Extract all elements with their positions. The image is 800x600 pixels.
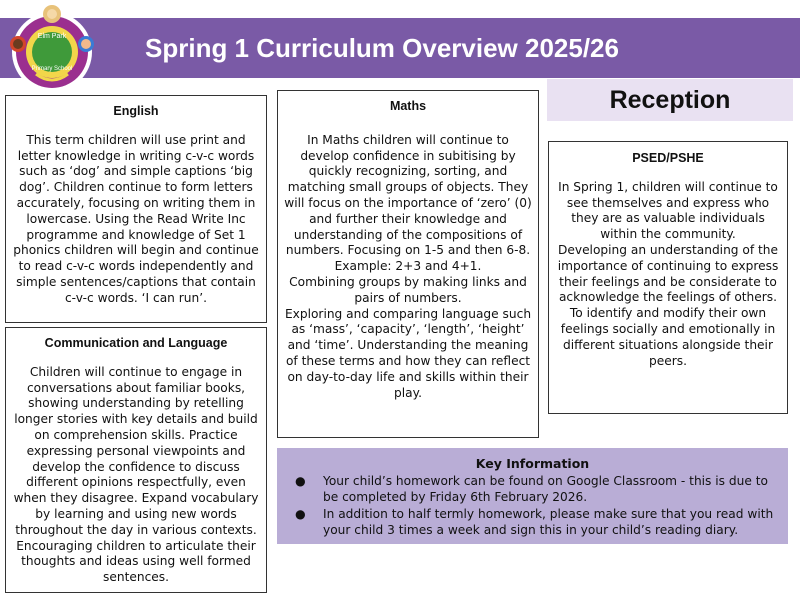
english-panel xyxy=(5,95,267,323)
year-group-label: Reception xyxy=(547,79,793,121)
key-information-title: Key Information xyxy=(475,456,590,471)
psed-panel xyxy=(548,141,788,414)
maths-title: Maths xyxy=(389,99,427,113)
school-logo xyxy=(6,2,98,94)
english-title: English xyxy=(113,104,159,118)
bullet-icon: ● xyxy=(295,507,306,521)
key-information-list xyxy=(287,473,778,538)
bullet-icon: ● xyxy=(295,474,306,488)
communication-body: Children will continue to engage in conversations about familiar books, showing understanding by retelling longer stories with key details and build on comprehension skills. Practice expressing personal viewpoints and develop the confidence to discuss different opinions respectfully, even when they disagree. Expand vocabulary by learning and using new words throughout the day in various contexts. Encouraging children to articulate their thoughts and ideas using well formed sentences. xyxy=(13,364,259,585)
communication-title: Communication and Language xyxy=(44,336,228,350)
key-information-item-text: Your child’s homework can be found on Google Classroom - this is due to be completed by Friday 6th February 2026. xyxy=(323,474,768,504)
communication-panel xyxy=(5,327,267,593)
english-body: This term children will use print and letter knowledge in writing c-v-c words such as ‘dog’ and simple captions ‘big dog’. Children continue to form letters accurately, focusing on writing them in lowercase. Using the Read Write Inc programme and knowledge of Set 1 phonics children will begin and continue to read c-v-c words independently and simple sentences/captions that contain c-v-c words. ‘I can run’. xyxy=(13,132,259,305)
maths-body: In Maths children will continue to develop confidence in subitising by quickly recognizing, sorting, and matching small groups of objects. They will focus on the importance of ‘zero’ (0) and further their knowledge and understanding of the compositions of numbers. Focusing on 1-5 and then 6-8. Example: 2+3 and 4+1. Combining groups by making links and pairs of numbers. Exploring and comparing language such as ‘mass’, ‘capacity’, ‘length’, ‘height’ and ‘time’. Understanding the meaning of these terms and how they can reflect on day-to-day life and skills within their play. xyxy=(284,132,532,400)
maths-panel xyxy=(277,90,539,438)
key-information-item xyxy=(287,506,778,538)
key-information-item xyxy=(287,473,778,505)
psed-body: In Spring 1, children will continue to see themselves and express who they are as valuable individuals within the community. Developing an understanding of the importance of continuing to express their feelings and be considerate to acknowledge the feelings of others. To identify and modify their own feelings socially and emotionally in different situations alongside their peers. xyxy=(557,179,779,368)
logo-text-top: Elm Park xyxy=(37,33,67,40)
page-title: Spring 1 Curriculum Overview 2025/26 xyxy=(145,33,619,63)
logo-text-bottom: Primary School xyxy=(31,66,73,72)
key-information-item-text: In addition to half termly homework, please make sure that you read with your child 3 times a week and sign this in your child’s reading diary. xyxy=(323,507,774,537)
psed-title: PSED/PSHE xyxy=(632,151,704,165)
key-information-panel xyxy=(277,448,788,544)
